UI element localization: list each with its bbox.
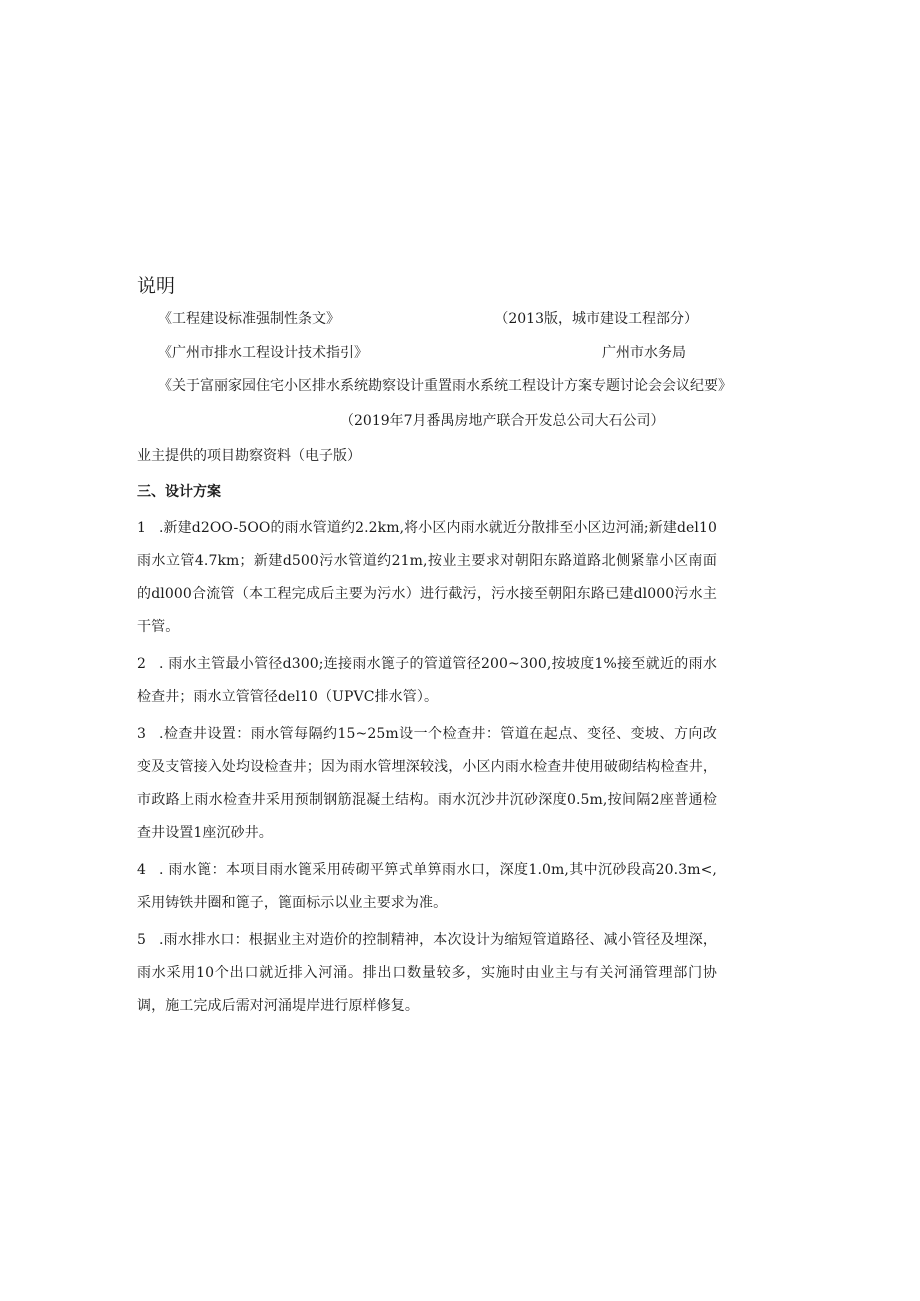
list-item (137, 718, 717, 850)
reference-note-2: 广州市水务局 (602, 345, 686, 361)
owner-material-line: 业主提供的项目勘察资料（电子版） (137, 448, 361, 464)
item-text: .雨水排水口：根据业主对造价的控制精神，本次设计为缩短管道路径、减小管径及埋深，雨水采用10个出口就近排入河涌。排出口数量较多，实施时由业主与有关河涌管理部门协调，施工完成后需对河涌堤岸进行原样修复。 (137, 932, 717, 1014)
list-item (137, 924, 717, 1023)
list-item (137, 854, 717, 920)
list-item (137, 512, 717, 644)
item-number: 5 (137, 932, 147, 948)
section-title: 三、设计方案 (137, 484, 221, 500)
reference-title-2: 《广州市排水工程设计技术指引》 (158, 345, 368, 361)
item-number: 1 (137, 520, 147, 536)
item-number: 3 (137, 726, 147, 742)
item-text: .新建d2OO-5OO的雨水管道约2.2km,将小区内雨水就近分散排至小区边河涌;新建del10雨水立管4.7km；新建d500污水管道约21m,按业主要求对朝阳东路道路北侧紧靠小区南面的dl000合流管（本工程完成后主要为污水）进行截污，污水接至朝阳东路已建dl000污水主干管。 (137, 520, 717, 635)
reference-title-1: 《工程建设标准强制性条文》 (158, 311, 340, 327)
reference-note-3: （2019年7月番禺房地产联合开发总公司大石公司） (340, 413, 665, 429)
item-number: 4 (137, 862, 147, 878)
reference-title-3: 《关于富丽家园住宅小区排水系统勘察设计重置雨水系统工程设计方案专题讨论会会议纪要》 (158, 378, 732, 394)
item-text: . 雨水篦：本项目雨水篦采用砖砌平箅式单箅雨水口，深度1.0m,其中沉砂段高20.3m<,采用铸铁井圈和篦子，篦面标示以业主要求为准。 (137, 862, 717, 911)
list-item (137, 648, 717, 714)
item-text: .检查井设置：雨水管每隔约15~25m设一个检查井：管道在起点、变径、变坡、方向改变及支管接入处均设检查井；因为雨水管埋深较浅，小区内雨水检查井使用破砌结构检查井，市政路上雨水检查井采用预制钢筋混凝土结构。雨水沉沙井沉砂深度0.5m,按间隔2座普通检查井设置1座沉砂井。 (137, 726, 717, 841)
design-items-list (137, 512, 717, 1027)
item-text: . 雨水主管最小管径d300;连接雨水篦子的管道管径200~300,按坡度1%接至就近的雨水检查井；雨水立管管径del10（UPVC排水管）。 (137, 656, 717, 705)
reference-note-1: （2013版，城市建设工程部分） (494, 311, 698, 327)
item-number: 2 (137, 656, 147, 672)
page-heading: 说明 (137, 275, 176, 297)
